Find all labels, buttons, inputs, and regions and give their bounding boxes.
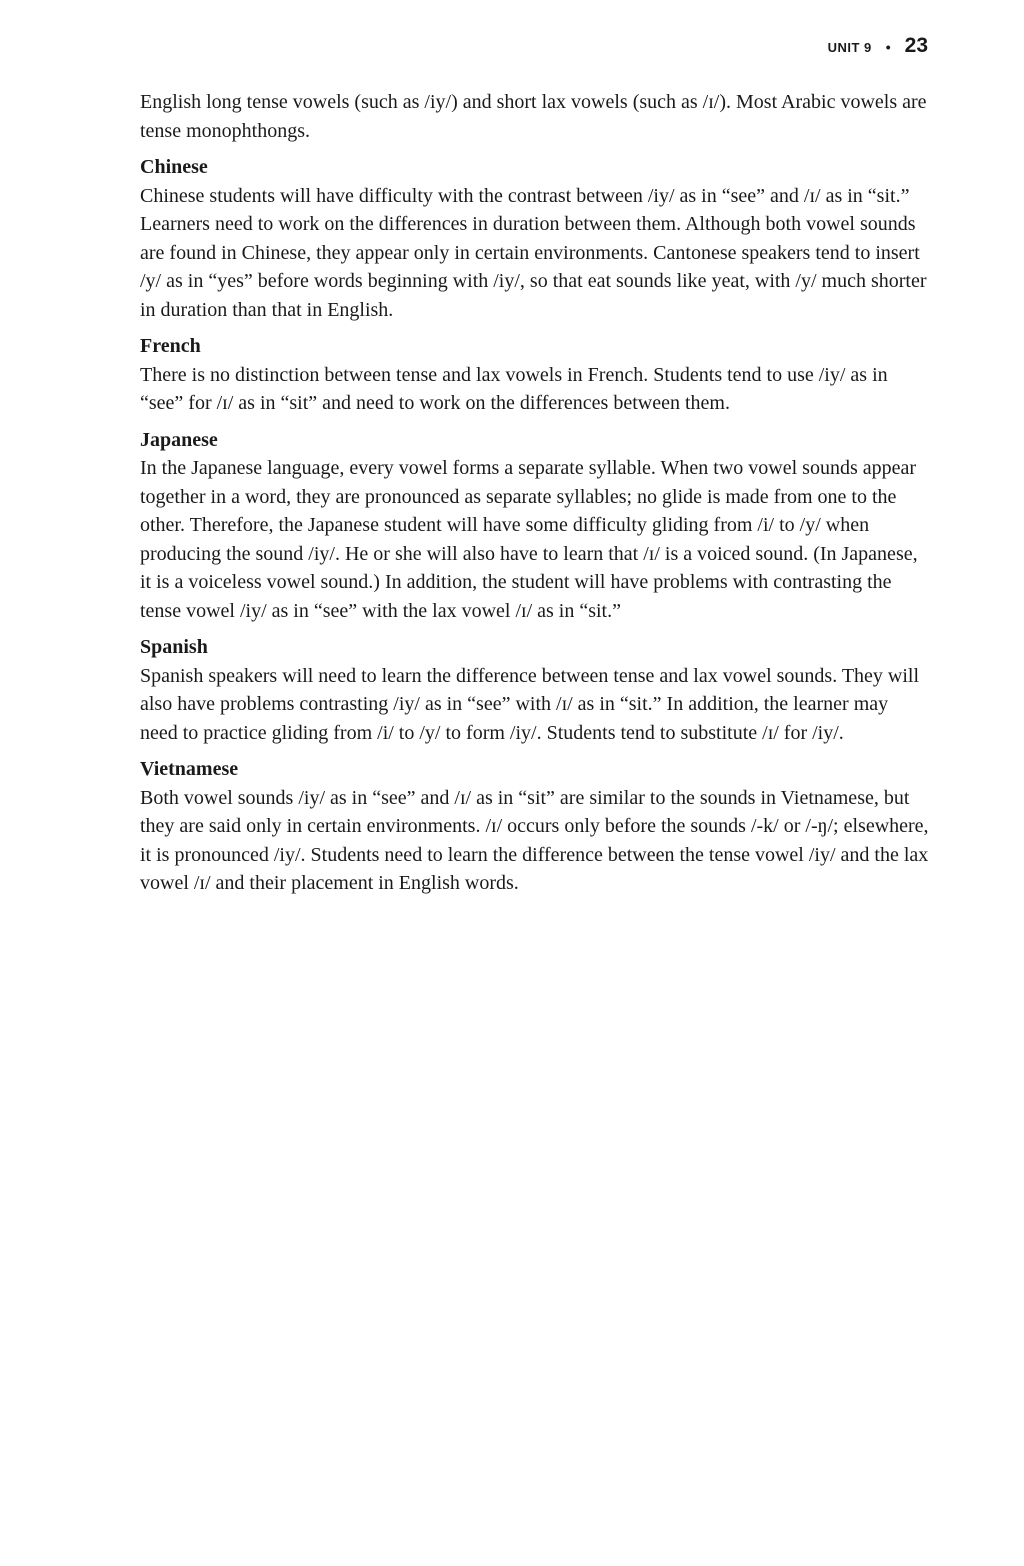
section-heading: Spanish	[140, 636, 208, 658]
section-vietnamese	[140, 755, 930, 898]
section-french	[140, 332, 930, 418]
separator-bullet: •	[885, 39, 891, 55]
section-paragraph: In the Japanese language, every vowel forms a separate syllable. When two vowel sounds appear together in a word, they are pronounced as separate syllables; no glide is made from one to the other. Therefore, the Japanese student will have some difficulty gliding from /i/ to /y/ when producing the sound /iy/. He or she will also have to learn that /ɪ/ is a voiced sound. (In Japanese, it is a voiceless vowel sound.) In addition, the student will have problems with contrasting the tense vowel /iy/ as in “see” with the lax vowel /ɪ/ as in “sit.”	[140, 457, 918, 622]
section-spanish	[140, 633, 930, 747]
section-chinese	[140, 153, 930, 324]
page-number: 23	[904, 34, 928, 57]
section-paragraph: Chinese students will have difficulty with the contrast between /iy/ as in “see” and /ɪ/ as in “sit.” Learners need to work on the differences in duration between them. Although both vowel sounds are found in Chinese, they appear only in certain environments. Cantonese speakers tend to insert /y/ as in “yes” before words beginning with /iy/, so that eat sounds like yeat, with /y/ much shorter in duration than that in English.	[140, 184, 927, 321]
running-head	[828, 34, 928, 58]
section-heading: Chinese	[140, 156, 208, 178]
intro-paragraph: English long tense vowels (such as /iy/) and short lax vowels (such as /ɪ/). Most Arabic vowels are tense monophthongs.	[140, 91, 927, 142]
section-heading: French	[140, 335, 201, 357]
page-body	[140, 88, 930, 898]
unit-label: UNIT 9	[827, 40, 872, 55]
section-heading: Japanese	[140, 428, 218, 451]
section-heading: Vietnamese	[140, 758, 239, 780]
section-paragraph: There is no distinction between tense and lax vowels in French. Students tend to use /iy/ as in “see” for /ɪ/ as in “sit” and need to work on the differences between them.	[140, 363, 888, 414]
section-paragraph: Both vowel sounds /iy/ as in “see” and /ɪ/ as in “sit” are similar to the sounds in Vietnamese, but they are said only in certain environments. /ɪ/ occurs only before the sounds /-k/ or /-ŋ/; elsewhere, it is pronounced /iy/. Students need to learn the difference between the tense vowel /iy/ and the lax vowel /ɪ/ and their placement in English words.	[140, 786, 929, 894]
section-japanese	[140, 426, 930, 626]
section-paragraph: Spanish speakers will need to learn the difference between tense and lax vowel sounds. They will also have problems contrasting /iy/ as in “see” with /ɪ/ as in “sit.” In addition, the learner may need to practice gliding from /i/ to /y/ to form /iy/. Students tend to substitute /ɪ/ for /iy/.	[140, 664, 920, 744]
